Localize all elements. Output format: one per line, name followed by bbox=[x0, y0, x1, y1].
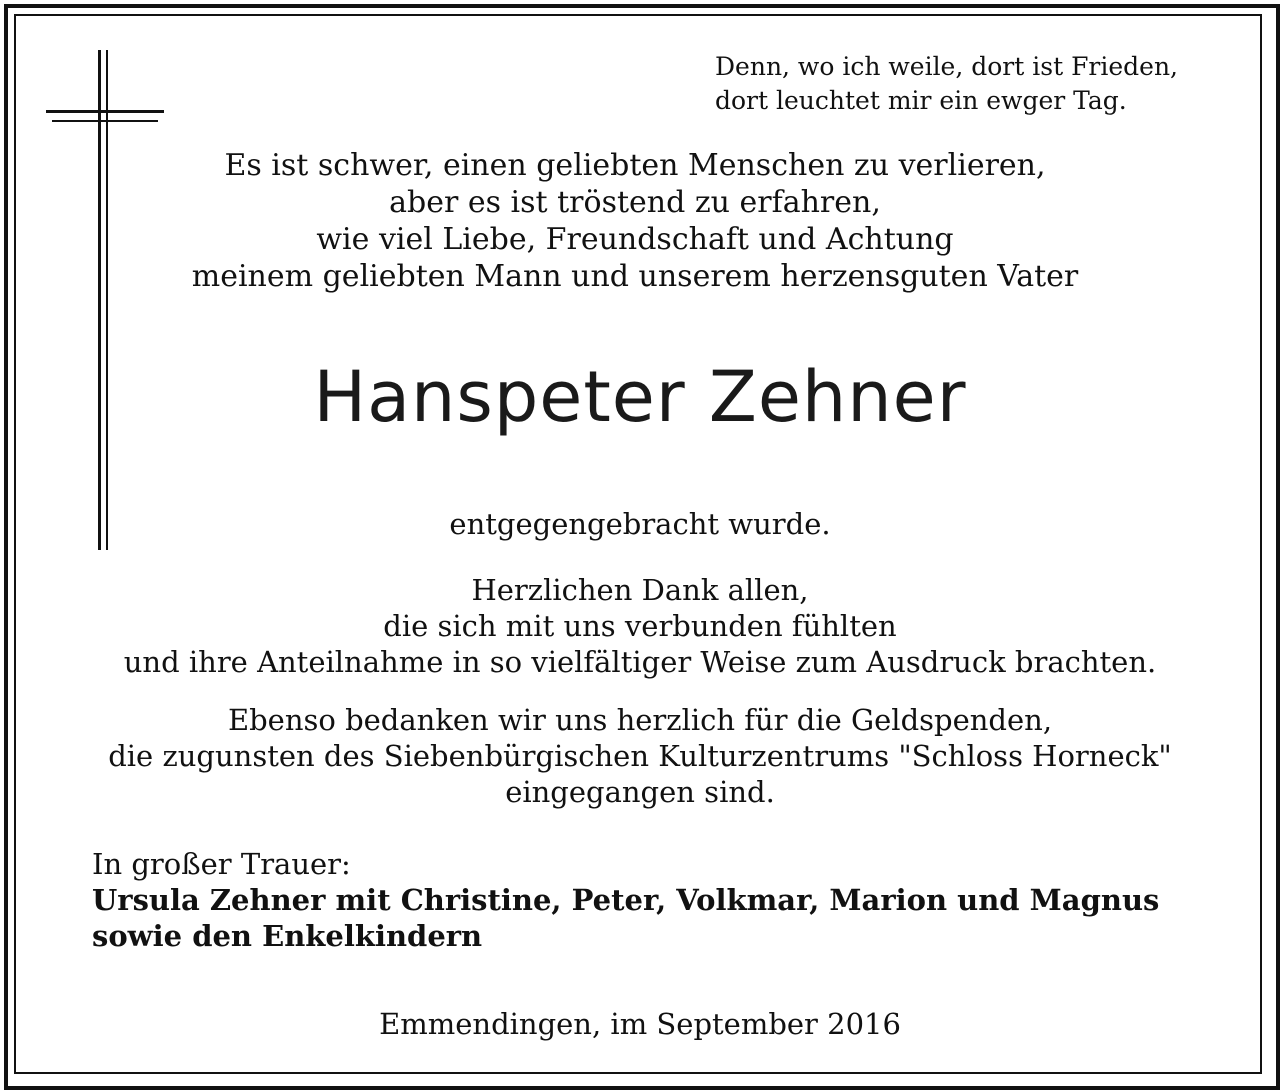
intro-line: aber es ist tröstend zu erfahren, bbox=[389, 185, 881, 220]
intro-text bbox=[120, 147, 1150, 295]
motto-line: dort leuchtet mir ein ewger Tag. bbox=[715, 86, 1127, 115]
thanks-line: Herzlichen Dank allen, bbox=[471, 573, 809, 607]
mourners-names: Ursula Zehner mit Christine, Peter, Volkmar, Marion und Magnus bbox=[92, 883, 1160, 917]
intro-line: meinem geliebten Mann und unserem herzensguten Vater bbox=[191, 259, 1079, 294]
cross-icon bbox=[46, 50, 166, 550]
mourners-heading: In großer Trauer: bbox=[92, 847, 351, 881]
mourners-names: sowie den Enkelkindern bbox=[92, 919, 483, 953]
intro-line: Es ist schwer, einen geliebten Menschen zu verlieren, bbox=[224, 148, 1046, 183]
mourners-block bbox=[92, 846, 1159, 954]
intro-line: wie viel Liebe, Freundschaft und Achtung bbox=[316, 222, 954, 257]
motto-quote bbox=[715, 50, 1178, 118]
thanks-line: die sich mit uns verbunden fühlten bbox=[383, 609, 897, 643]
donations-line: die zugunsten des Siebenbürgischen Kulturzentrums "Schloss Horneck" bbox=[108, 739, 1172, 773]
deceased-name: Hanspeter Zehner bbox=[313, 356, 967, 438]
thanks-text bbox=[30, 572, 1250, 680]
place-date: Emmendingen, im September 2016 bbox=[379, 1007, 901, 1041]
thanks-line: und ihre Anteilnahme in so vielfältiger Weise zum Ausdruck brachten. bbox=[123, 645, 1157, 679]
donations-line: Ebenso bedanken wir uns herzlich für die Geldspenden, bbox=[227, 703, 1053, 737]
motto-line: Denn, wo ich weile, dort ist Frieden, bbox=[715, 52, 1179, 81]
donations-line: eingegangen sind. bbox=[505, 775, 775, 809]
donations-text bbox=[30, 702, 1250, 810]
after-name-text: entgegengebracht wurde. bbox=[449, 507, 831, 541]
